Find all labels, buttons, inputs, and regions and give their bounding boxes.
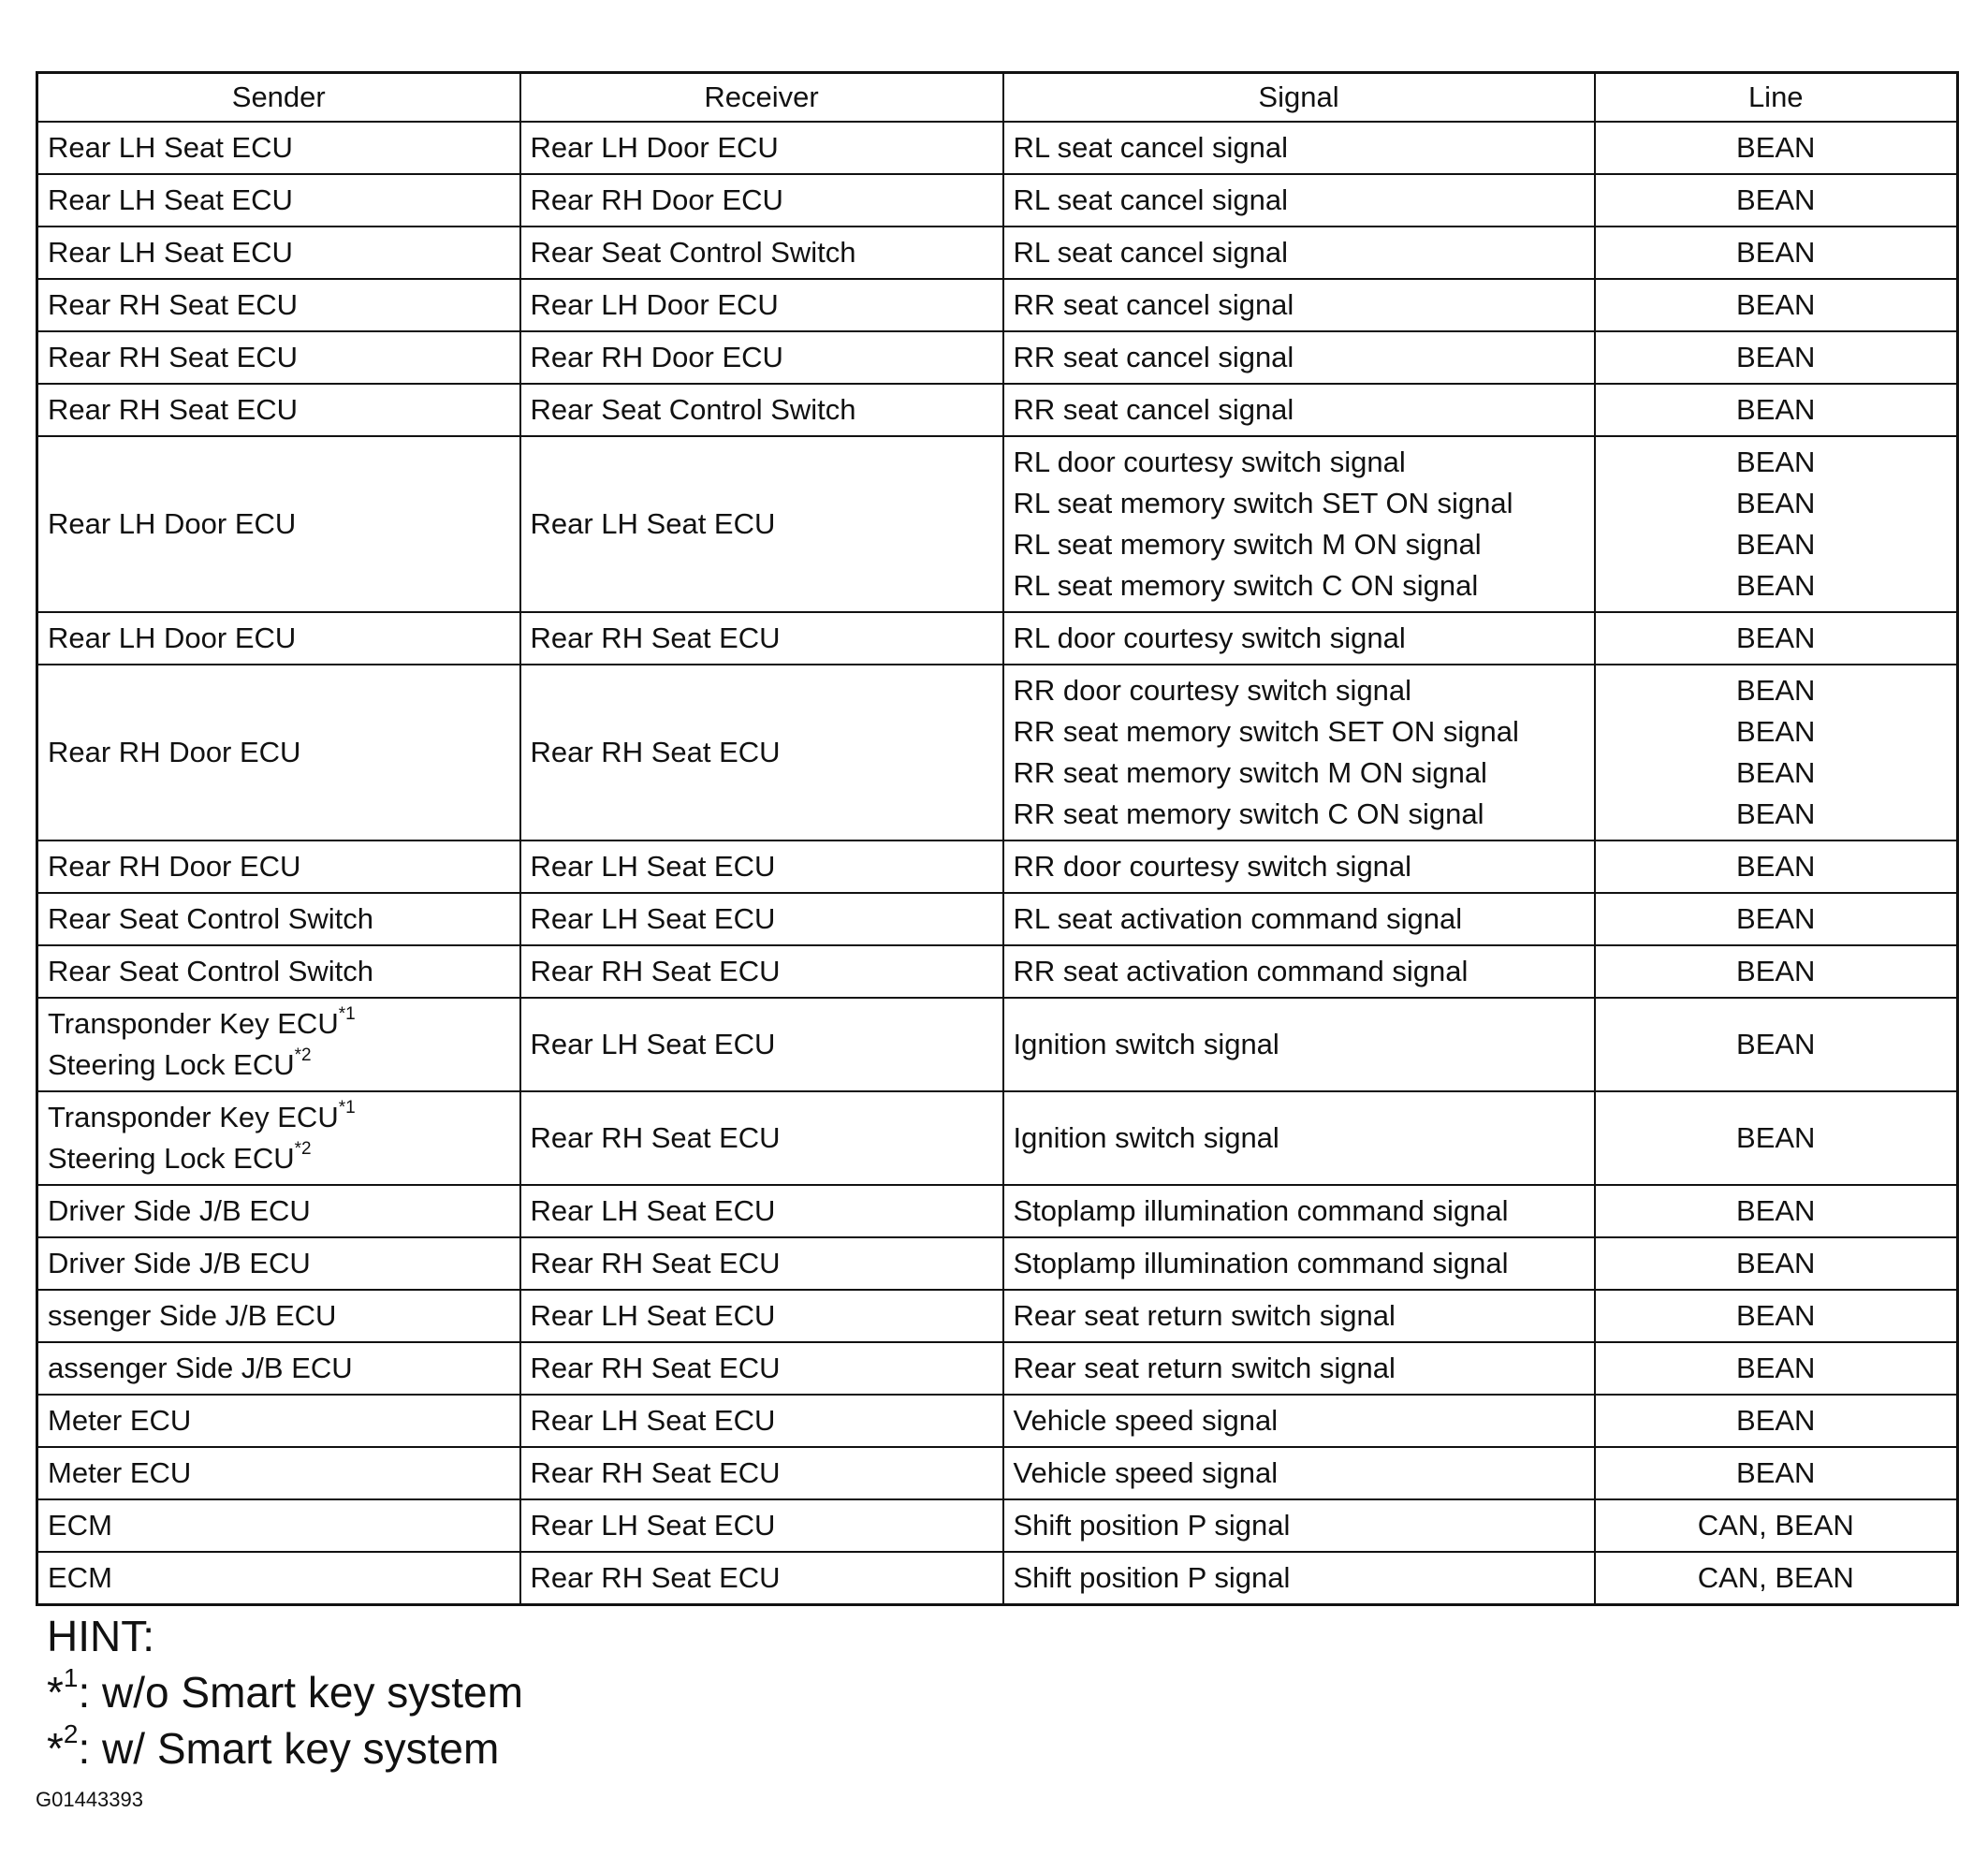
sender-line	[48, 618, 510, 659]
table-row	[37, 1290, 1958, 1342]
table-row	[37, 436, 1958, 612]
line-text: BEAN	[1736, 236, 1816, 269]
receiver-cell: Rear RH Seat ECU	[520, 1237, 1003, 1290]
sender-text: Rear RH Seat ECU	[48, 393, 299, 426]
footnote-mark: *2	[294, 1045, 312, 1065]
receiver-cell: Rear RH Seat ECU	[520, 945, 1003, 998]
signal-text: Ignition switch signal	[1013, 1121, 1279, 1154]
signal-text: RR door courtesy switch signal	[1013, 850, 1412, 883]
line-text: BEAN	[1736, 288, 1816, 321]
signal-text: Stoplamp illumination command signal	[1013, 1247, 1509, 1279]
line-cell	[1595, 279, 1958, 331]
table-row	[37, 1552, 1958, 1605]
signal-text: Vehicle speed signal	[1013, 1404, 1279, 1437]
line-text: BEAN	[1736, 1247, 1816, 1279]
signal-cell	[1003, 174, 1595, 227]
line-cell	[1595, 436, 1958, 612]
line-cell	[1595, 1342, 1958, 1395]
header-row	[37, 73, 1958, 123]
table-row	[37, 893, 1958, 945]
sender-line	[48, 732, 510, 773]
signal-text: RL seat memory switch SET ON signal	[1013, 487, 1513, 519]
table-row	[37, 1091, 1958, 1185]
signal-cell	[1003, 612, 1595, 665]
sender-line	[48, 951, 510, 992]
signal-cell	[1003, 893, 1595, 945]
sender-cell	[37, 122, 520, 174]
line-cell	[1595, 1395, 1958, 1447]
sender-text: Rear LH Seat ECU	[48, 131, 293, 164]
line-text: BEAN	[1736, 621, 1816, 654]
table-row	[37, 1499, 1958, 1552]
signal-text: RR seat memory switch SET ON signal	[1013, 715, 1519, 748]
sender-cell	[37, 331, 520, 384]
signal-text: RL door courtesy switch signal	[1013, 446, 1406, 478]
receiver-cell: Rear RH Seat ECU	[520, 612, 1003, 665]
sender-cell	[37, 1499, 520, 1552]
sender-line	[48, 1003, 510, 1045]
signal-text: RL seat memory switch C ON signal	[1013, 569, 1479, 602]
sender-line	[48, 1557, 510, 1599]
sender-text: Steering Lock ECU	[48, 1142, 295, 1175]
signal-cell	[1003, 1185, 1595, 1237]
sender-line	[48, 1348, 510, 1389]
signal-cell	[1003, 1499, 1595, 1552]
line-text: BEAN	[1736, 902, 1816, 935]
signal-cell	[1003, 331, 1595, 384]
line-text: BEAN	[1736, 756, 1816, 789]
signal-cell	[1003, 945, 1595, 998]
sender-line	[48, 232, 510, 273]
sender-cell	[37, 1447, 520, 1499]
sender-cell	[37, 279, 520, 331]
signal-text: RR seat cancel signal	[1013, 393, 1294, 426]
receiver-cell: Rear RH Seat ECU	[520, 1447, 1003, 1499]
sender-line	[48, 1505, 510, 1546]
receiver-cell: Rear LH Seat ECU	[520, 998, 1003, 1091]
line-text: BEAN	[1736, 1194, 1816, 1227]
line-text: BEAN	[1736, 446, 1816, 478]
line-cell	[1595, 945, 1958, 998]
line-cell	[1595, 1091, 1958, 1185]
signal-cell	[1003, 1447, 1595, 1499]
signal-text: RR seat activation command signal	[1013, 955, 1469, 987]
line-cell	[1595, 331, 1958, 384]
line-cell	[1595, 998, 1958, 1091]
sender-text: Transponder Key ECU	[48, 1101, 339, 1133]
sender-text: ssenger Side J/B ECU	[48, 1299, 337, 1332]
receiver-cell: Rear LH Seat ECU	[520, 1499, 1003, 1552]
signal-text: RL seat cancel signal	[1013, 131, 1289, 164]
signal-text: Rear seat return switch signal	[1013, 1299, 1396, 1332]
receiver-cell: Rear LH Door ECU	[520, 122, 1003, 174]
table-row	[37, 1237, 1958, 1290]
receiver-cell: Rear LH Seat ECU	[520, 1185, 1003, 1237]
sender-line	[48, 1400, 510, 1441]
sender-cell	[37, 1552, 520, 1605]
receiver-cell: Rear LH Door ECU	[520, 279, 1003, 331]
sender-text: Driver Side J/B ECU	[48, 1194, 311, 1227]
hint-note-1-text: : w/o Smart key system	[78, 1668, 523, 1717]
signal-cell	[1003, 1395, 1595, 1447]
table-row	[37, 1342, 1958, 1395]
header-line: Line	[1595, 73, 1958, 123]
table-row	[37, 1395, 1958, 1447]
hint-note-2-sup: 2	[63, 1718, 79, 1748]
sender-line	[48, 1295, 510, 1337]
line-text: BEAN	[1736, 1121, 1816, 1154]
sender-line	[48, 1453, 510, 1494]
table-body	[37, 122, 1958, 1605]
line-cell	[1595, 227, 1958, 279]
footnote-mark: *1	[338, 1003, 356, 1024]
line-cell	[1595, 1499, 1958, 1552]
sender-line	[48, 1191, 510, 1232]
sender-text: Rear RH Door ECU	[48, 850, 301, 883]
table-row	[37, 840, 1958, 893]
sender-text: Transponder Key ECU	[48, 1007, 339, 1040]
line-cell	[1595, 665, 1958, 840]
table-row	[37, 1447, 1958, 1499]
sender-line	[48, 1243, 510, 1284]
sender-cell	[37, 1342, 520, 1395]
hint-note-1	[47, 1664, 523, 1720]
table-row	[37, 384, 1958, 436]
line-cell	[1595, 384, 1958, 436]
line-cell	[1595, 1185, 1958, 1237]
signal-cell	[1003, 1290, 1595, 1342]
sender-cell	[37, 893, 520, 945]
table-row	[37, 174, 1958, 227]
sender-cell	[37, 1237, 520, 1290]
signal-cell	[1003, 665, 1595, 840]
line-cell	[1595, 1447, 1958, 1499]
signal-text: RR seat memory switch M ON signal	[1013, 756, 1487, 789]
sender-cell	[37, 665, 520, 840]
line-cell	[1595, 1552, 1958, 1605]
line-cell	[1595, 612, 1958, 665]
sender-line	[48, 389, 510, 431]
signal-text: RL seat cancel signal	[1013, 236, 1289, 269]
line-text: BEAN	[1736, 183, 1816, 216]
line-text: BEAN	[1736, 341, 1816, 373]
line-text: CAN, BEAN	[1697, 1509, 1854, 1542]
sender-text: Rear RH Door ECU	[48, 736, 301, 768]
signal-text: Shift position P signal	[1013, 1561, 1291, 1594]
receiver-cell: Rear LH Seat ECU	[520, 1395, 1003, 1447]
sender-cell	[37, 1290, 520, 1342]
signal-cell	[1003, 998, 1595, 1091]
line-cell	[1595, 122, 1958, 174]
sender-cell	[37, 945, 520, 998]
line-text: BEAN	[1736, 850, 1816, 883]
sender-text: Rear RH Seat ECU	[48, 288, 299, 321]
signal-cell	[1003, 1342, 1595, 1395]
table-row	[37, 945, 1958, 998]
signal-cell	[1003, 384, 1595, 436]
signal-text: RR seat cancel signal	[1013, 341, 1294, 373]
line-text: BEAN	[1736, 528, 1816, 561]
receiver-cell: Rear RH Seat ECU	[520, 1342, 1003, 1395]
sender-cell	[37, 384, 520, 436]
line-cell	[1595, 1237, 1958, 1290]
receiver-cell: Rear LH Seat ECU	[520, 893, 1003, 945]
receiver-cell: Rear RH Door ECU	[520, 331, 1003, 384]
line-text: CAN, BEAN	[1697, 1561, 1854, 1594]
sender-text: ECM	[48, 1509, 112, 1542]
sender-line	[48, 899, 510, 940]
receiver-cell: Rear LH Seat ECU	[520, 436, 1003, 612]
sender-cell	[37, 998, 520, 1091]
sender-line	[48, 1097, 510, 1138]
sender-text: Rear LH Seat ECU	[48, 236, 293, 269]
sender-text: Rear LH Seat ECU	[48, 183, 293, 216]
signal-cell	[1003, 840, 1595, 893]
signal-cell	[1003, 1237, 1595, 1290]
signal-cell	[1003, 279, 1595, 331]
signal-text: RL seat activation command signal	[1013, 902, 1463, 935]
line-cell	[1595, 174, 1958, 227]
table-row	[37, 122, 1958, 174]
footnote-mark: *1	[338, 1097, 356, 1118]
hint-note-2	[47, 1720, 499, 1776]
hint-note-1-sup: 1	[63, 1662, 79, 1692]
sender-cell	[37, 612, 520, 665]
sender-line	[48, 1045, 510, 1086]
line-text: BEAN	[1736, 1028, 1816, 1060]
sender-cell	[37, 1395, 520, 1447]
sender-cell	[37, 1185, 520, 1237]
receiver-cell: Rear LH Seat ECU	[520, 1290, 1003, 1342]
receiver-cell: Rear Seat Control Switch	[520, 227, 1003, 279]
sender-text: Rear LH Door ECU	[48, 507, 297, 540]
sender-cell	[37, 1091, 520, 1185]
sender-line	[48, 127, 510, 168]
signal-cell	[1003, 1091, 1595, 1185]
signal-text: RR seat memory switch C ON signal	[1013, 797, 1484, 830]
signal-text: Rear seat return switch signal	[1013, 1352, 1396, 1384]
table-row	[37, 227, 1958, 279]
sender-line	[48, 337, 510, 378]
line-cell	[1595, 1290, 1958, 1342]
sender-text: ECM	[48, 1561, 112, 1594]
figure-code: G01443393	[36, 1788, 143, 1811]
signal-cell	[1003, 1552, 1595, 1605]
signal-text: Shift position P signal	[1013, 1509, 1291, 1542]
signal-text: Ignition switch signal	[1013, 1028, 1279, 1060]
sender-text: Rear Seat Control Switch	[48, 902, 374, 935]
receiver-cell: Rear RH Seat ECU	[520, 1091, 1003, 1185]
table-row	[37, 1185, 1958, 1237]
signal-text: Vehicle speed signal	[1013, 1456, 1279, 1489]
sender-line	[48, 846, 510, 887]
line-text: BEAN	[1736, 1299, 1816, 1332]
hint-note-2-mark: *	[47, 1724, 64, 1773]
table-row	[37, 998, 1958, 1091]
header-signal: Signal	[1003, 73, 1595, 123]
line-text: BEAN	[1736, 393, 1816, 426]
header-receiver: Receiver	[520, 73, 1003, 123]
receiver-cell: Rear Seat Control Switch	[520, 384, 1003, 436]
table-row	[37, 279, 1958, 331]
receiver-cell: Rear RH Door ECU	[520, 174, 1003, 227]
signal-text: RL seat cancel signal	[1013, 183, 1289, 216]
sender-text: Rear RH Seat ECU	[48, 341, 299, 373]
line-cell	[1595, 840, 1958, 893]
sender-text: assenger Side J/B ECU	[48, 1352, 353, 1384]
signal-cell	[1003, 436, 1595, 612]
sender-cell	[37, 436, 520, 612]
line-text: BEAN	[1736, 674, 1816, 707]
signal-cell	[1003, 227, 1595, 279]
line-text: BEAN	[1736, 1456, 1816, 1489]
receiver-cell: Rear RH Seat ECU	[520, 665, 1003, 840]
line-text: BEAN	[1736, 797, 1816, 830]
sender-cell	[37, 840, 520, 893]
sender-line	[48, 180, 510, 221]
line-text: BEAN	[1736, 569, 1816, 602]
line-text: BEAN	[1736, 487, 1816, 519]
sender-line	[48, 285, 510, 326]
signal-text: Stoplamp illumination command signal	[1013, 1194, 1509, 1227]
sender-text: Meter ECU	[48, 1456, 192, 1489]
line-text: BEAN	[1736, 1352, 1816, 1384]
signal-text: RR door courtesy switch signal	[1013, 674, 1412, 707]
footnote-mark: *2	[294, 1138, 312, 1159]
sender-text: Rear LH Door ECU	[48, 621, 297, 654]
sender-cell	[37, 227, 520, 279]
table-row	[37, 331, 1958, 384]
hint-note-2-text: : w/ Smart key system	[78, 1724, 500, 1773]
line-text: BEAN	[1736, 131, 1816, 164]
line-cell	[1595, 893, 1958, 945]
signal-table	[36, 71, 1959, 1606]
sender-text: Rear Seat Control Switch	[48, 955, 374, 987]
sender-line	[48, 1138, 510, 1179]
signal-text: RR seat cancel signal	[1013, 288, 1294, 321]
line-text: BEAN	[1736, 1404, 1816, 1437]
sender-text: Driver Side J/B ECU	[48, 1247, 311, 1279]
sender-text: Steering Lock ECU	[48, 1048, 295, 1081]
sender-cell	[37, 174, 520, 227]
header-sender: Sender	[37, 73, 520, 123]
signal-cell	[1003, 122, 1595, 174]
sender-line	[48, 504, 510, 545]
signal-text: RL seat memory switch M ON signal	[1013, 528, 1482, 561]
signal-text: RL door courtesy switch signal	[1013, 621, 1406, 654]
line-text: BEAN	[1736, 715, 1816, 748]
hint-title: HINT:	[47, 1612, 154, 1660]
table-row	[37, 665, 1958, 840]
table-row	[37, 612, 1958, 665]
receiver-cell: Rear RH Seat ECU	[520, 1552, 1003, 1605]
line-text: BEAN	[1736, 955, 1816, 987]
hint-note-1-mark: *	[47, 1668, 64, 1717]
receiver-cell: Rear LH Seat ECU	[520, 840, 1003, 893]
sender-text: Meter ECU	[48, 1404, 192, 1437]
